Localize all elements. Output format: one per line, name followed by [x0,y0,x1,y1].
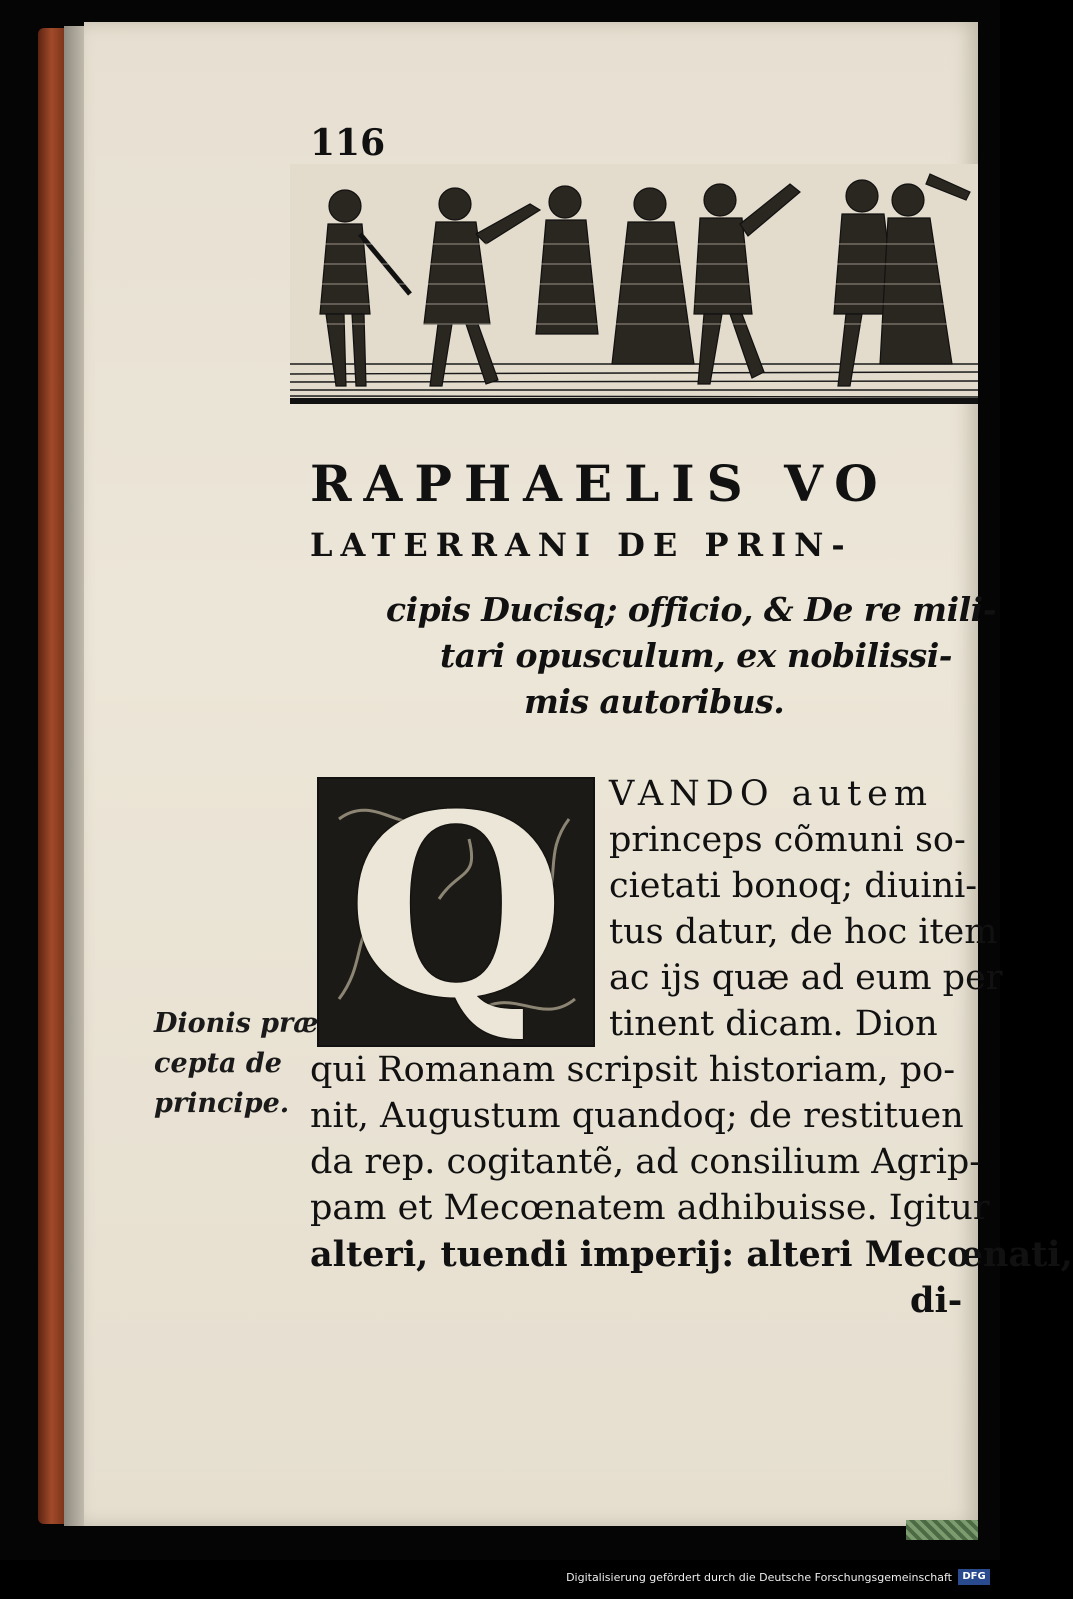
body-line-7: qui Romanam scripsit historiam, po- [310,1050,956,1090]
marginal-note-line-2: cepta de [154,1048,282,1079]
initial-letter: Q [347,759,565,1053]
body-line-3: cietati bonoq; diuini- [609,866,978,906]
marginal-note-line-1: Dionis præ [154,1008,319,1039]
footer-bar [0,1560,1000,1599]
body-line-10: pam et Mecœnatem adhibuisse. Igitur [310,1188,990,1228]
decorated-initial [317,759,595,1053]
body-line-6: tinent dicam. Dion [609,1004,938,1044]
body-line-2: princeps cõmuni so- [609,820,966,860]
book-page [84,22,1073,1526]
footer-credit: Digitalisierung gefördert durch die Deutsche Forschungsgemeinschaft [566,1571,952,1584]
title-line-4: tari opusculum, ex nobilissi- [440,636,952,675]
marginal-note-line-3: principe. [154,1088,290,1119]
body-line-9: da rep. cogitantẽ, ad consilium Agrip- [310,1142,982,1182]
catchword: di- [910,1280,963,1321]
title-line-1: RAPHAELIS VO [310,454,890,513]
body-line-11: alteri, tuendi imperij: alteri Mecœnati, [310,1234,1073,1275]
body-line-1: VANDO autem [609,774,934,814]
body-line-5: ac ijs quæ ad eum per [609,958,1003,998]
title-line-5: mis autoribus. [524,682,785,721]
body-line-8: nit, Augustum quandoq; de restituen [310,1096,964,1136]
title-line-2: LATERRANI DE PRIN- [310,526,853,564]
title-line-3: cipis Ducisq; officio, & De re mili- [386,590,996,629]
dancing-peasants-woodcut-icon [290,164,978,404]
dfg-logo-icon: DFG [958,1569,990,1585]
body-line-4: tus datur, de hoc item [609,912,998,952]
page-corner-strip [906,1520,978,1540]
page-number: 116 [310,122,386,164]
